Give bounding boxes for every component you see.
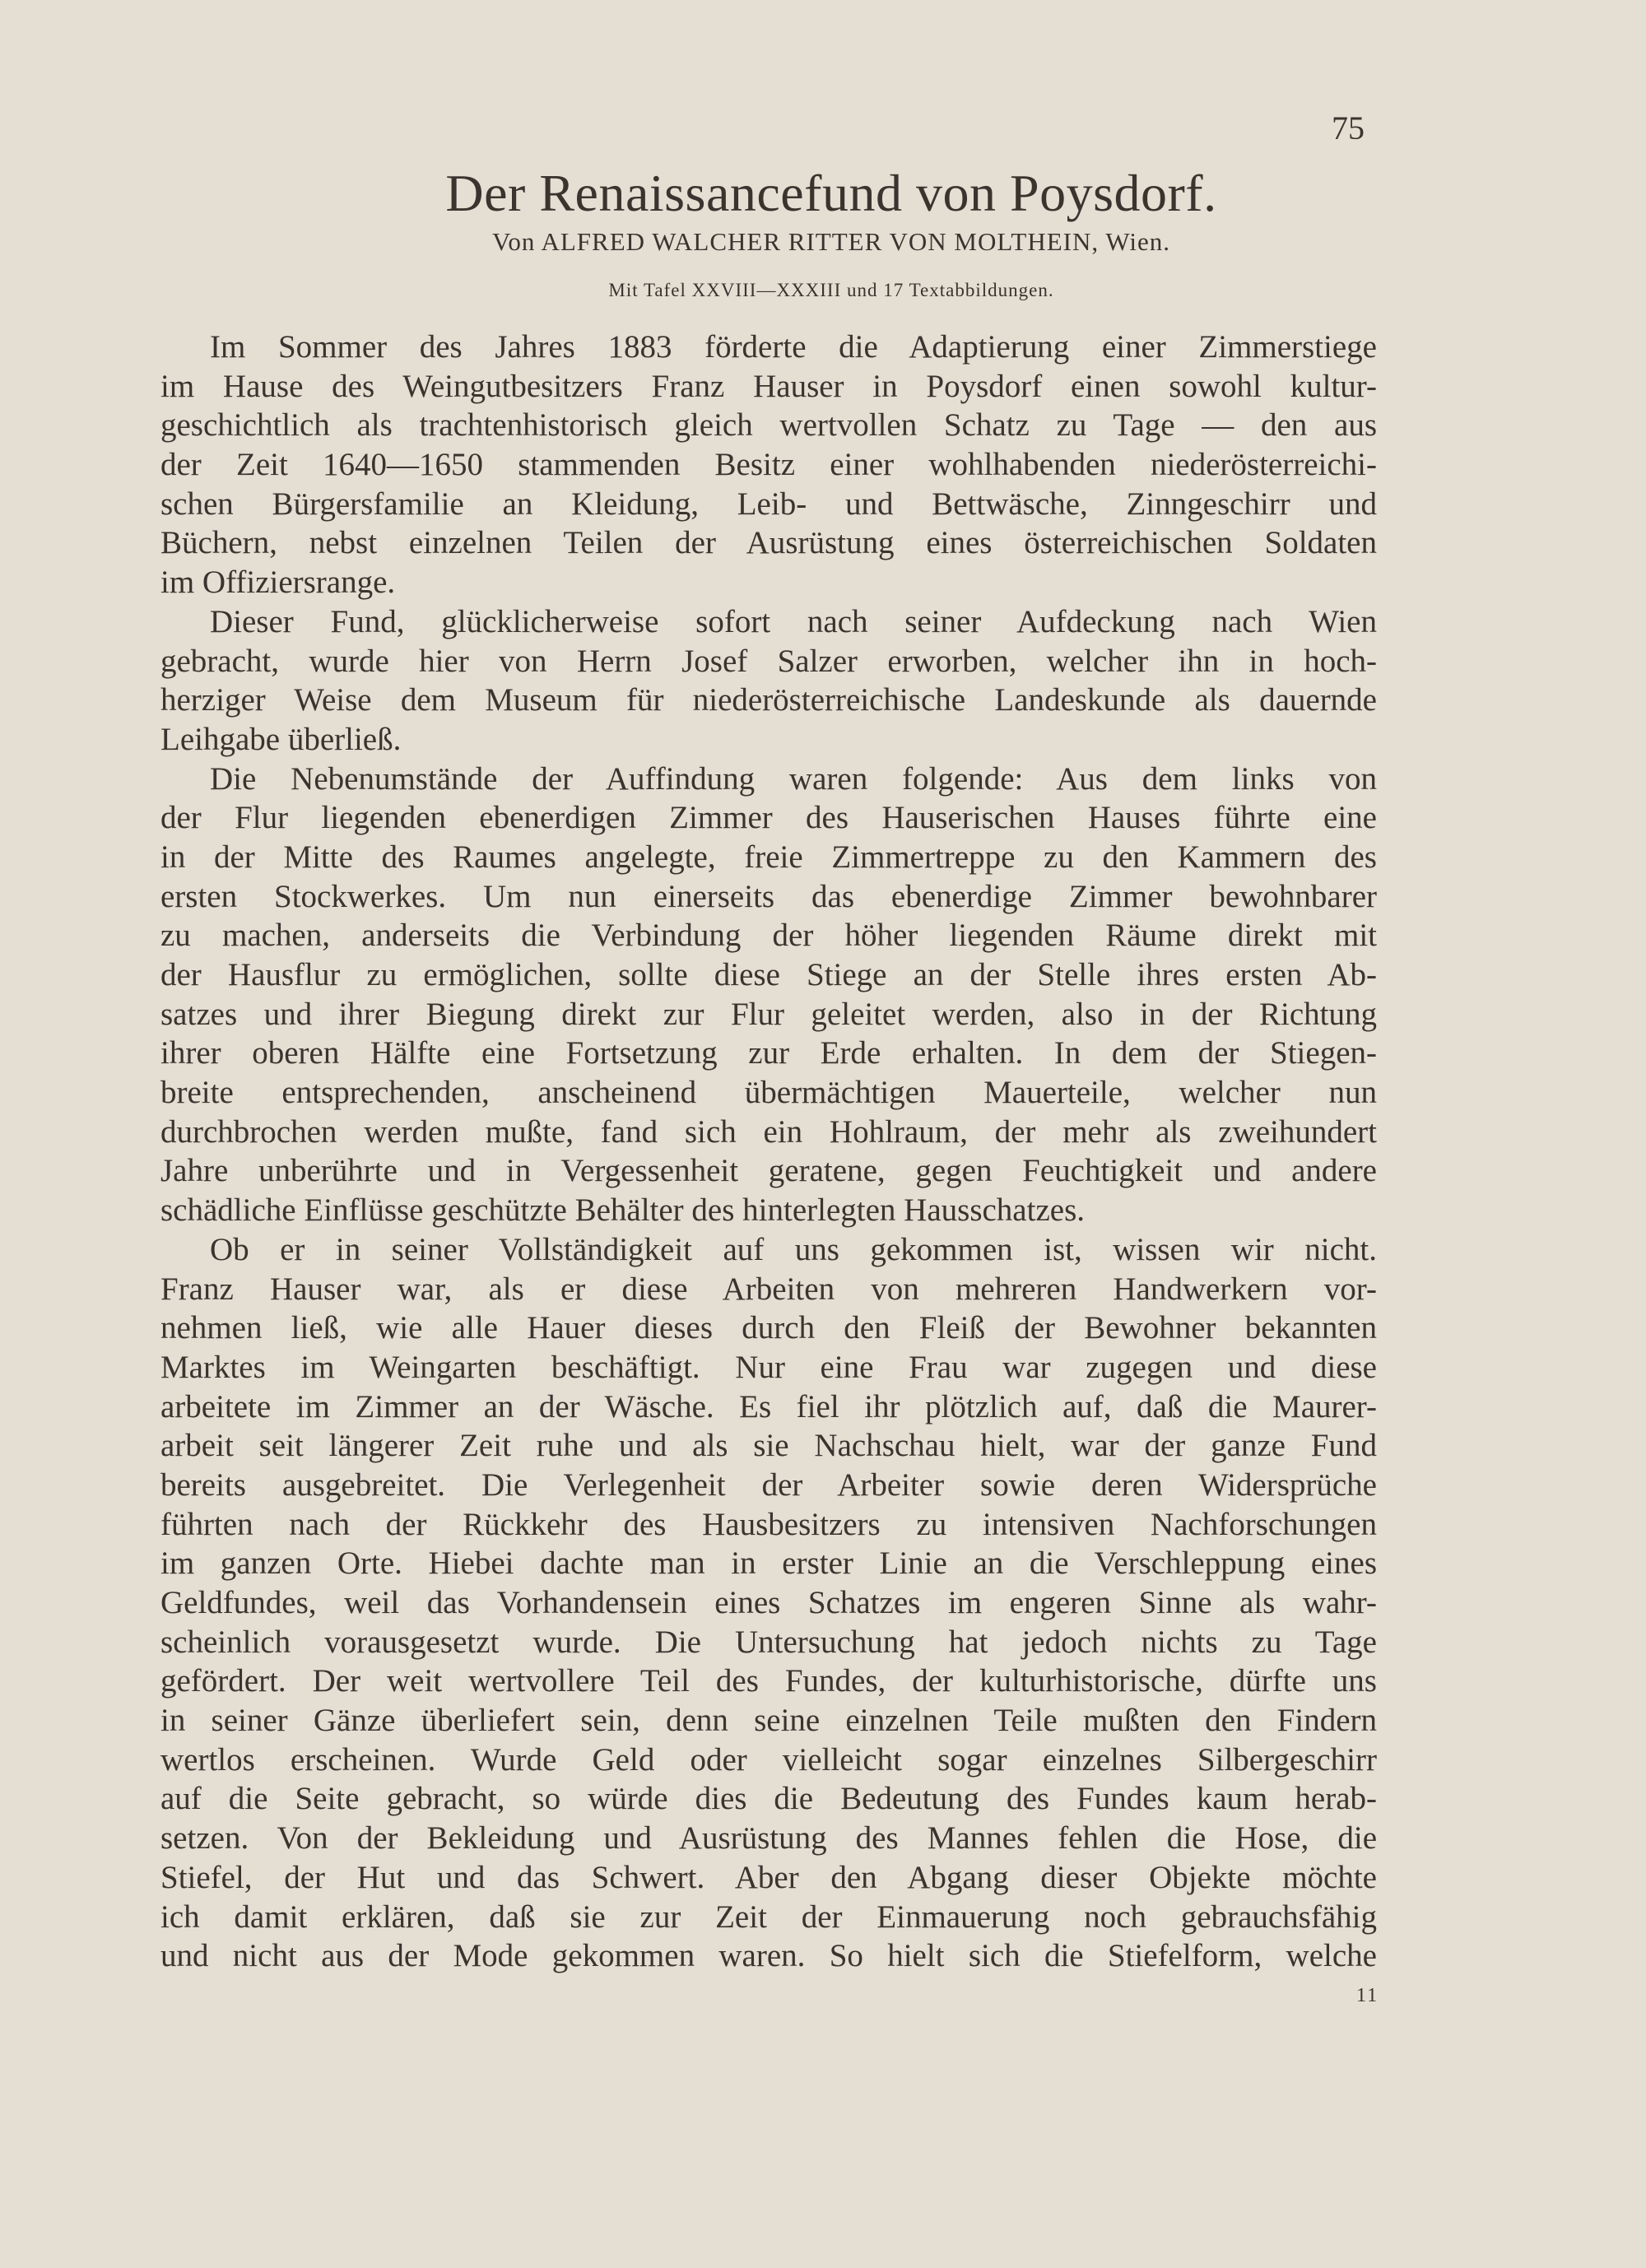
text-line: Im Sommer des Jahres 1883 förderte die Adaptierung einer Zimmerstiege — [210, 329, 1377, 365]
text-line: gebracht, wurde hier von Herrn Josef Salzer erworben, welcher ihn in hoch- — [160, 643, 1377, 679]
text-line: Stiefel, der Hut und das Schwert. Aber den Abgang dieser Objekte möchte — [160, 1859, 1377, 1895]
article-body — [160, 328, 1377, 1976]
text-line: zu machen, anderseits die Verbindung der höher liegenden Räume direkt mit — [160, 918, 1377, 954]
text-line: arbeit seit längerer Zeit ruhe und als sie Nachschau hielt, war der ganze Fund — [160, 1428, 1377, 1464]
text-line: schen Bürgersfamilie an Kleidung, Leib- und Bettwäsche, Zinngeschirr und — [160, 486, 1377, 522]
text-line: der Hausflur zu ermöglichen, sollte diese Stiege an der Stelle ihres ersten Ab- — [160, 957, 1377, 992]
text-line: Franz Hauser war, als er diese Arbeiten von mehreren Handwerkern vor- — [160, 1271, 1377, 1307]
text-line: der Flur liegenden ebenerdigen Zimmer des Hauserischen Hauses führte eine — [160, 800, 1377, 836]
plates-note: Mit Tafel XXVIII—XXXIII und 17 Textabbildungen. — [608, 280, 1054, 300]
text-line: herziger Weise dem Museum für niederösterreichische Landeskunde als dauernde — [160, 682, 1377, 718]
text-line: Büchern, nebst einzelnen Teilen der Ausrüstung eines österreichischen Soldaten — [160, 525, 1377, 561]
text-line: Marktes im Weingarten beschäftigt. Nur eine Frau war zugegen und diese — [160, 1349, 1377, 1385]
text-line: gefördert. Der weit wertvollere Teil des Fundes, der kulturhistorische, dürfte uns — [160, 1663, 1377, 1699]
text-line: Die Nebenumstände der Auffindung waren folgende: Aus dem links von — [210, 760, 1377, 797]
text-line: durchbrochen werden mußte, fand sich ein Hohlraum, der mehr als zweihundert — [160, 1113, 1377, 1150]
article-title: Der Renaissancefund von Poysdorf. — [445, 164, 1217, 222]
text-line: Geldfundes, weil das Vorhandensein eines Schatzes im engeren Sinne als wahr- — [160, 1585, 1377, 1620]
text-line: breite entsprechenden, anscheinend übermächtigen Mauerteile, welcher nun — [160, 1075, 1377, 1111]
text-line: der Zeit 1640—1650 stammenden Besitz einer wohlhabenden niederösterreichi- — [160, 447, 1377, 483]
text-line: führten nach der Rückkehr des Hausbesitzers zu intensiven Nachforschungen — [160, 1506, 1377, 1542]
signature-mark: 11 — [1356, 1985, 1379, 2006]
text-line: in seiner Gänze überliefert sein, denn seine einzelnen Teile mußten den Findern — [160, 1703, 1377, 1739]
text-line: und nicht aus der Mode gekommen waren. So hielt sich die Stiefelform, welche — [160, 1938, 1377, 1974]
text-line: Ob er in seiner Vollständigkeit auf uns gekommen ist, wissen wir nicht. — [210, 1231, 1377, 1267]
text-line: auf die Seite gebracht, so würde dies die Bedeutung des Fundes kaum herab- — [160, 1781, 1377, 1817]
text-line: nehmen ließ, wie alle Hauer dieses durch den Fleiß der Bewohner bekannten — [160, 1310, 1377, 1346]
text-line: ersten Stockwerkes. Um nun einerseits das ebenerdige Zimmer bewohnbarer — [160, 878, 1377, 914]
text-line: Dieser Fund, glücklicherweise sofort nach seiner Aufdeckung nach Wien — [210, 603, 1377, 639]
text-line: in der Mitte des Raumes angelegte, freie Zimmertreppe zu den Kammern des — [160, 839, 1377, 875]
text-line: Leihgabe überließ. — [160, 721, 402, 757]
text-line: schädliche Einflüsse geschützte Behälter des hinterlegten Hausschatzes. — [160, 1192, 1086, 1229]
paragraph — [160, 1230, 1377, 1976]
text-line: geschichtlich als trachtenhistorisch gleich wertvollen Schatz zu Tage — den aus — [160, 407, 1377, 444]
text-line: wertlos erscheinen. Wurde Geld oder vielleicht sogar einzelnes Silbergeschirr — [160, 1741, 1377, 1778]
text-line: bereits ausgebreitet. Die Verlegenheit der Arbeiter sowie deren Widersprüche — [160, 1466, 1377, 1503]
text-line: ihrer oberen Hälfte eine Fortsetzung zur Erde erhalten. In dem der Stiegen- — [160, 1035, 1377, 1071]
article-author: Von ALFRED WALCHER RITTER VON MOLTHEIN, Wien. — [492, 227, 1170, 256]
text-line: im ganzen Orte. Hiebei dachte man in erster Linie an die Verschleppung eines — [160, 1545, 1377, 1582]
paragraph — [160, 760, 1377, 1230]
text-line: Jahre unberührte und in Vergessenheit geratene, gegen Feuchtigkeit und andere — [160, 1153, 1377, 1189]
page-number: 75 — [1332, 109, 1365, 146]
text-line: im Offiziersrange. — [160, 565, 396, 601]
text-line: satzes und ihrer Biegung direkt zur Flur geleitet werden, also in der Richtung — [160, 996, 1377, 1032]
text-line: ich damit erklären, daß sie zur Zeit der Einmauerung noch gebrauchsfähig — [160, 1899, 1377, 1935]
text-line: arbeitete im Zimmer an der Wäsche. Es fiel ihr plötzlich auf, daß die Maurer- — [160, 1388, 1377, 1424]
text-line: setzen. Von der Bekleidung und Ausrüstung des Mannes fehlen die Hose, die — [160, 1820, 1377, 1857]
paragraph — [160, 328, 1377, 602]
paragraph — [160, 602, 1377, 760]
text-line: scheinlich vorausgesetzt wurde. Die Untersuchung hat jedoch nichts zu Tage — [160, 1624, 1377, 1660]
text-line: im Hause des Weingutbesitzers Franz Hauser in Poysdorf einen sowohl kultur- — [160, 368, 1377, 404]
